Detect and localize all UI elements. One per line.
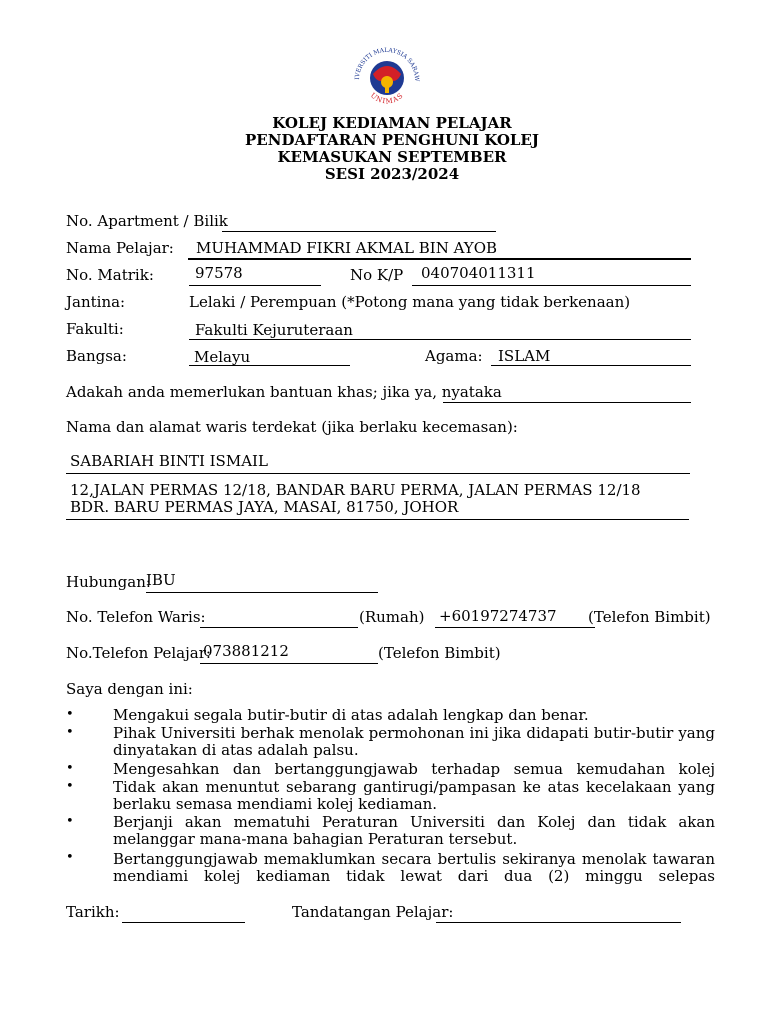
guardian-mobile-field[interactable]: +60197274737 [439, 607, 557, 625]
race-label: Bangsa: [66, 347, 127, 365]
race-field[interactable]: Melayu [194, 348, 251, 366]
matrik-underline [189, 285, 321, 286]
gender-label: Jantina: [66, 293, 126, 311]
bullet-icon: • [66, 707, 74, 722]
student-phone-underline [200, 663, 378, 664]
next-of-kin-address-underline [66, 519, 689, 520]
matrik-label: No. Matrik: [66, 266, 154, 284]
student-phone-label: No.Telefon Pelajar: [66, 644, 211, 662]
title-college: KOLEJ KEDIAMAN PELAJAR [272, 114, 512, 132]
declaration-item: Bertanggungjawab memaklumkan secara bertulis sekiranya menolak tawaran mendiami kolej kediaman tidak lewat dari dua (2) minggu selepas [113, 851, 715, 885]
next-of-kin-address-line-2[interactable]: BDR. BARU PERMAS JAYA, MASAI, 81750, JOHOR [70, 498, 459, 516]
declaration-item: Mengesahkan dan bertanggungjawab terhadap semua kemudahan kolej [113, 760, 715, 778]
special-assistance-question: Adakah anda memerlukan bantuan khas; jika ya, nyataka [66, 383, 502, 401]
bullet-icon: • [66, 761, 74, 776]
student-phone-field[interactable]: 073881212 [203, 642, 289, 660]
kp-underline [412, 285, 691, 286]
title-registration: PENDAFTARAN PENGHUNI KOLEJ [245, 131, 539, 149]
apartment-label: No. Apartment / Bilik [66, 212, 228, 230]
religion-underline [491, 365, 691, 366]
bullet-icon: • [66, 725, 74, 740]
faculty-field[interactable]: Fakulti Kejuruteraan [195, 321, 353, 339]
next-of-kin-address-line-1[interactable]: 12,JALAN PERMAS 12/18, BANDAR BARU PERMA, JALAN PERMAS 12/18 [70, 481, 641, 499]
date-label: Tarikh: [66, 903, 120, 921]
guardian-home-phone-underline [200, 627, 358, 628]
relationship-label: Hubungan: [66, 573, 151, 591]
student-mobile-suffix: (Telefon Bimbit) [378, 644, 501, 662]
unimas-logo [347, 44, 427, 108]
bullet-icon: • [66, 814, 74, 829]
relationship-underline [146, 592, 378, 593]
name-label: Nama Pelajar: [66, 239, 174, 257]
bullet-icon: • [66, 850, 74, 865]
date-underline[interactable] [122, 922, 245, 923]
apartment-underline [222, 231, 496, 232]
religion-field[interactable]: ISLAM [498, 347, 551, 365]
next-of-kin-name-underline [66, 473, 690, 474]
signature-label: Tandatangan Pelajar: [292, 903, 454, 921]
name-field[interactable]: MUHAMMAD FIKRI AKMAL BIN AYOB [196, 239, 498, 257]
declaration-intro: Saya dengan ini: [66, 680, 193, 698]
gender-options[interactable]: Lelaki / Perempuan (*Potong mana yang tidak berkenaan) [189, 293, 631, 311]
race-underline [189, 365, 350, 366]
guardian-mobile-suffix: (Telefon Bimbit) [588, 608, 711, 626]
kp-field[interactable]: 040704011311 [421, 264, 536, 282]
faculty-underline [189, 339, 691, 340]
faculty-label: Fakulti: [66, 320, 124, 338]
matrik-field[interactable]: 97578 [195, 264, 243, 282]
next-of-kin-name[interactable]: SABARIAH BINTI ISMAIL [70, 452, 268, 470]
relationship-field[interactable]: IBU [146, 571, 176, 589]
guardian-mobile-underline [435, 627, 595, 628]
signature-underline[interactable] [436, 922, 681, 923]
logo-abbrev-text: UNIMAS [368, 91, 406, 106]
name-underline [188, 258, 691, 260]
bullet-icon: • [66, 779, 74, 794]
declaration-item: Pihak Universiti berhak menolak permohonan ini jika didapati butir-butir yang dinyatakan di atas adalah palsu. [113, 724, 715, 759]
declaration-item: Tidak akan menuntut sebarang gantirugi/pampasan ke atas kecelakaan yang berlaku semasa mendiami kolej kediaman. [113, 778, 715, 813]
title-session: SESI 2023/2024 [324, 165, 460, 183]
logo-arc-text: IVERSITI MALAYSIA SARAW [353, 46, 421, 82]
guardian-phone-label: No. Telefon Waris: [66, 608, 206, 626]
religion-label: Agama: [425, 347, 483, 365]
special-assistance-underline [443, 402, 691, 403]
kp-label: No K/P [350, 266, 404, 284]
title-intake: KEMASUKAN SEPTEMBER [277, 148, 507, 166]
declaration-item: Berjanji akan mematuhi Peraturan Universiti dan Kolej dan tidak akan melanggar mana-mana bahagian Peraturan tersebut. [113, 813, 715, 848]
declaration-item: Mengakui segala butir-butir di atas adalah lengkap dan benar. [113, 706, 589, 724]
next-of-kin-label: Nama dan alamat waris terdekat (jika berlaku kecemasan): [66, 418, 518, 436]
home-phone-suffix: (Rumah) [359, 608, 425, 626]
